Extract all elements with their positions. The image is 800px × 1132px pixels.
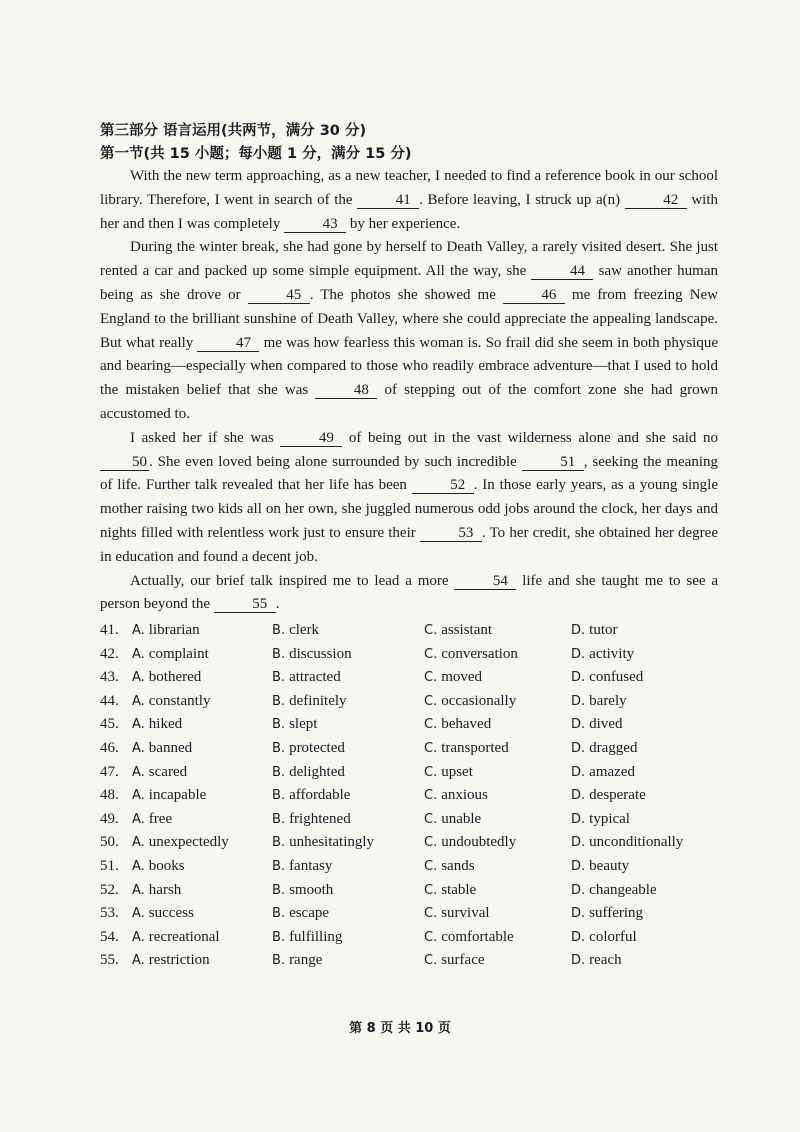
option-letter: B. bbox=[272, 764, 286, 780]
option-letter: C. bbox=[424, 811, 438, 827]
blank-52: 52 bbox=[412, 477, 474, 494]
option-d[interactable] bbox=[571, 902, 643, 926]
option-letter: B. bbox=[272, 858, 286, 874]
option-text: survival bbox=[441, 905, 490, 922]
option-text: fantasy bbox=[289, 857, 333, 874]
option-letter: B. bbox=[272, 740, 286, 756]
option-text: upset bbox=[441, 763, 473, 780]
option-c[interactable] bbox=[424, 690, 516, 714]
paragraph-4: Actually, our brief talk inspired me to lead a more 54 life and she taught me to see a person beyond the 55 . bbox=[100, 572, 718, 613]
option-letter: A. bbox=[132, 670, 145, 686]
option-text: unhesitatingly bbox=[289, 834, 375, 851]
question-number: 41. bbox=[100, 622, 119, 638]
option-text: amazed bbox=[589, 763, 635, 780]
option-letter: C. bbox=[424, 858, 438, 874]
option-letter: D. bbox=[571, 953, 586, 969]
option-letter: A. bbox=[132, 623, 145, 638]
option-text: changeable bbox=[589, 881, 657, 898]
option-letter: C. bbox=[424, 717, 438, 733]
option-letter: D. bbox=[571, 646, 586, 662]
option-c[interactable] bbox=[424, 902, 490, 926]
option-letter: B. bbox=[272, 670, 286, 686]
option-text: slept bbox=[289, 716, 318, 733]
paragraph-3: I asked her if she was 49 of being out in the vast wilderness alone and she said no 50 . She even loved being alone surrounded by such incredible 51 , seeking the meaning of life. Further talk revealed that her life has been 52 . In those early years, as a young single mother raising two kids all on her own, she juggled numerous odd jobs around the clock, her days and nights filled with relentless work just to ensure their 53 . To her credit, she obtained her degree in education and found a decent job. bbox=[100, 429, 719, 565]
option-c[interactable] bbox=[424, 949, 485, 973]
option-letter: C. bbox=[424, 740, 438, 756]
option-row bbox=[100, 926, 740, 950]
blank-47: 47 bbox=[197, 335, 259, 352]
option-letter: B. bbox=[272, 788, 286, 804]
option-b[interactable] bbox=[272, 690, 347, 714]
option-a[interactable] bbox=[132, 902, 194, 926]
option-letter: B. bbox=[272, 623, 286, 638]
question-number: 55. bbox=[100, 952, 119, 969]
option-c[interactable] bbox=[424, 666, 482, 690]
option-a[interactable] bbox=[132, 784, 206, 808]
option-d[interactable] bbox=[571, 784, 646, 808]
option-letter: D. bbox=[571, 717, 586, 733]
blank-48: 48 bbox=[315, 382, 377, 399]
cloze-passage bbox=[100, 165, 718, 617]
blank-54: 54 bbox=[454, 573, 516, 590]
option-letter: C. bbox=[424, 906, 438, 922]
option-letter: D. bbox=[571, 740, 586, 756]
option-c[interactable] bbox=[424, 713, 491, 737]
option-letter: A. bbox=[132, 717, 145, 733]
option-c[interactable] bbox=[424, 761, 473, 785]
blank-50: 50 bbox=[100, 454, 149, 471]
option-row bbox=[100, 902, 740, 926]
option-b[interactable] bbox=[272, 761, 345, 785]
blank-51: 51 bbox=[522, 454, 584, 471]
option-text: colorful bbox=[589, 928, 637, 945]
option-text: unexpectedly bbox=[148, 834, 229, 851]
option-letter: C. bbox=[424, 764, 438, 780]
option-letter: B. bbox=[272, 906, 286, 922]
question-number: 44. bbox=[100, 692, 119, 709]
option-row bbox=[100, 643, 740, 667]
blank-49: 49 bbox=[280, 430, 342, 447]
option-c[interactable] bbox=[424, 926, 514, 950]
option-row bbox=[100, 666, 740, 690]
option-text: transported bbox=[441, 739, 509, 756]
option-row bbox=[100, 713, 740, 737]
option-letter: B. bbox=[272, 693, 286, 709]
question-number: 54. bbox=[100, 928, 119, 945]
option-d[interactable] bbox=[571, 713, 622, 737]
option-text: banned bbox=[148, 739, 193, 756]
option-text: recreational bbox=[148, 928, 220, 945]
option-text: undoubtedly bbox=[441, 834, 517, 851]
option-letter: C. bbox=[424, 670, 438, 686]
option-c[interactable] bbox=[424, 855, 475, 879]
option-letter: D. bbox=[571, 623, 586, 638]
option-d[interactable] bbox=[571, 643, 634, 667]
blank-53: 53 bbox=[420, 525, 482, 542]
option-b[interactable] bbox=[272, 784, 350, 808]
option-d[interactable] bbox=[571, 855, 629, 879]
option-text: books bbox=[148, 857, 185, 874]
blank-45: 45 bbox=[248, 287, 310, 304]
option-text: anxious bbox=[441, 787, 488, 804]
option-text: assistant bbox=[441, 622, 493, 638]
paragraph-1: With the new term approaching, as a new teacher, I needed to find a reference book in our school library. Therefore, I went in search of the 41 . Before leaving, I struck up a(n) 42 with her and then I was completely 43 by her experience. bbox=[100, 168, 718, 232]
question-number: 48. bbox=[100, 787, 119, 804]
option-text: dived bbox=[589, 716, 623, 733]
option-d[interactable] bbox=[571, 879, 657, 903]
option-a[interactable] bbox=[132, 855, 185, 879]
option-letter: D. bbox=[571, 670, 586, 686]
option-b[interactable] bbox=[272, 949, 322, 973]
option-text: frightened bbox=[289, 810, 351, 827]
option-letter: D. bbox=[571, 858, 586, 874]
option-letter: D. bbox=[571, 929, 586, 945]
option-b[interactable] bbox=[272, 831, 374, 855]
option-a[interactable] bbox=[132, 737, 192, 761]
option-letter: A. bbox=[132, 646, 145, 662]
option-letter: A. bbox=[132, 740, 145, 756]
option-text: reach bbox=[589, 952, 622, 969]
option-letter: A. bbox=[132, 929, 145, 945]
option-letter: C. bbox=[424, 646, 438, 662]
blank-44: 44 bbox=[531, 263, 593, 280]
question-number: 42. bbox=[100, 645, 119, 662]
option-b[interactable] bbox=[272, 926, 342, 950]
option-letter: B. bbox=[272, 717, 286, 733]
question-number: 51. bbox=[100, 857, 119, 874]
option-a[interactable] bbox=[132, 643, 209, 667]
option-a[interactable] bbox=[132, 949, 210, 973]
option-letter: B. bbox=[272, 929, 286, 945]
option-letter: B. bbox=[272, 646, 286, 662]
option-c[interactable] bbox=[424, 643, 518, 667]
option-d[interactable] bbox=[571, 761, 635, 785]
option-text: typical bbox=[589, 810, 630, 827]
option-d[interactable] bbox=[571, 666, 643, 690]
option-row bbox=[100, 737, 740, 761]
option-letter: B. bbox=[272, 811, 286, 827]
option-a[interactable] bbox=[132, 879, 181, 903]
option-b[interactable] bbox=[272, 808, 351, 832]
option-a[interactable] bbox=[132, 690, 210, 714]
option-letter: C. bbox=[424, 882, 438, 898]
question-number: 43. bbox=[100, 669, 119, 686]
option-letter: A. bbox=[132, 764, 145, 780]
option-letter: D. bbox=[571, 811, 586, 827]
option-letter: C. bbox=[424, 953, 438, 969]
part-title: 第三部分 语言运用(共两节，满分 30 分) bbox=[100, 123, 367, 139]
option-text: activity bbox=[589, 645, 635, 662]
option-d[interactable] bbox=[571, 831, 683, 855]
option-row bbox=[100, 879, 740, 903]
option-letter: A. bbox=[132, 835, 145, 851]
option-letter: C. bbox=[424, 835, 438, 851]
option-letter: D. bbox=[571, 764, 586, 780]
option-row bbox=[100, 949, 740, 973]
option-text: escape bbox=[289, 905, 330, 922]
option-row bbox=[100, 619, 740, 643]
option-a[interactable] bbox=[132, 761, 187, 785]
option-row bbox=[100, 808, 740, 832]
option-text: complaint bbox=[148, 645, 209, 662]
option-text: discussion bbox=[289, 645, 352, 662]
option-text: behaved bbox=[441, 716, 492, 733]
option-text: incapable bbox=[148, 787, 207, 804]
option-text: bothered bbox=[148, 669, 202, 686]
option-text: harsh bbox=[148, 881, 182, 898]
question-number: 46. bbox=[100, 739, 119, 756]
blank-46: 46 bbox=[503, 287, 565, 304]
option-letter: C. bbox=[424, 788, 438, 804]
option-text: restriction bbox=[148, 952, 210, 969]
question-number: 50. bbox=[100, 834, 119, 851]
option-a[interactable] bbox=[132, 666, 201, 690]
blank-41: 41 bbox=[357, 192, 419, 209]
option-text: free bbox=[148, 810, 173, 827]
blank-43: 43 bbox=[284, 216, 346, 233]
option-row bbox=[100, 761, 740, 785]
option-text: unconditionally bbox=[589, 834, 684, 851]
option-d[interactable] bbox=[571, 737, 637, 761]
option-text: surface bbox=[441, 952, 485, 969]
option-c[interactable] bbox=[424, 737, 509, 761]
option-a[interactable] bbox=[132, 831, 229, 855]
option-d[interactable] bbox=[571, 808, 630, 832]
option-b[interactable] bbox=[272, 643, 352, 667]
option-text: occasionally bbox=[441, 692, 517, 709]
option-letter: A. bbox=[132, 693, 145, 709]
option-letter: A. bbox=[132, 906, 145, 922]
option-d[interactable] bbox=[571, 949, 622, 973]
option-b[interactable] bbox=[272, 737, 345, 761]
blank-42: 42 bbox=[625, 192, 687, 209]
option-d[interactable] bbox=[571, 926, 637, 950]
option-row bbox=[100, 831, 740, 855]
option-a[interactable] bbox=[132, 926, 220, 950]
option-text: hiked bbox=[148, 716, 183, 733]
option-text: tutor bbox=[589, 622, 618, 638]
blank-55: 55 bbox=[214, 596, 276, 613]
option-b[interactable] bbox=[272, 619, 319, 643]
option-text: beauty bbox=[589, 857, 630, 874]
option-letter: A. bbox=[132, 811, 145, 827]
option-c[interactable] bbox=[424, 879, 476, 903]
option-letter: D. bbox=[571, 693, 586, 709]
question-number: 49. bbox=[100, 810, 119, 827]
option-row bbox=[100, 784, 740, 808]
option-letter: D. bbox=[571, 906, 586, 922]
option-letter: C. bbox=[424, 929, 438, 945]
option-letter: D. bbox=[571, 882, 586, 898]
option-c[interactable] bbox=[424, 784, 488, 808]
option-letter: D. bbox=[571, 788, 586, 804]
option-text: confused bbox=[589, 669, 644, 686]
option-letter: D. bbox=[571, 835, 586, 851]
option-c[interactable] bbox=[424, 619, 492, 643]
option-a[interactable] bbox=[132, 713, 182, 737]
option-text: moved bbox=[441, 669, 483, 686]
option-c[interactable] bbox=[424, 831, 516, 855]
option-text: suffering bbox=[589, 905, 644, 922]
option-text: fulfilling bbox=[289, 928, 343, 945]
option-text: comfortable bbox=[441, 928, 514, 945]
option-letter: C. bbox=[424, 693, 438, 709]
option-letter: B. bbox=[272, 953, 286, 969]
option-text: unable bbox=[441, 810, 482, 827]
option-row bbox=[100, 855, 740, 879]
option-letter: A. bbox=[132, 788, 145, 804]
option-d[interactable] bbox=[571, 619, 618, 643]
option-text: constantly bbox=[148, 692, 211, 709]
section-header bbox=[100, 120, 720, 166]
option-c[interactable] bbox=[424, 808, 481, 832]
option-row bbox=[100, 690, 740, 714]
option-text: attracted bbox=[289, 669, 341, 686]
option-text: protected bbox=[289, 739, 345, 756]
option-text: scared bbox=[148, 763, 188, 780]
option-b[interactable] bbox=[272, 879, 333, 903]
question-number: 52. bbox=[100, 881, 119, 898]
option-letter: A. bbox=[132, 953, 145, 969]
option-text: desperate bbox=[589, 787, 646, 804]
option-letter: A. bbox=[132, 882, 145, 898]
question-number: 47. bbox=[100, 763, 119, 780]
page-number: 第 8 页 共 10 页 bbox=[349, 1021, 451, 1036]
option-d[interactable] bbox=[571, 690, 627, 714]
option-text: smooth bbox=[289, 881, 334, 898]
option-b[interactable] bbox=[272, 855, 332, 879]
answer-options bbox=[100, 619, 740, 973]
option-text: sands bbox=[441, 857, 475, 874]
option-letter: B. bbox=[272, 882, 286, 898]
question-number: 45. bbox=[100, 716, 119, 733]
option-b[interactable] bbox=[272, 713, 317, 737]
option-b[interactable] bbox=[272, 902, 329, 926]
option-a[interactable] bbox=[132, 808, 172, 832]
option-text: dragged bbox=[589, 739, 638, 756]
option-text: definitely bbox=[289, 692, 347, 709]
option-text: clerk bbox=[289, 622, 320, 638]
option-text: barely bbox=[589, 692, 627, 709]
option-letter: C. bbox=[424, 623, 438, 638]
option-text: affordable bbox=[289, 787, 351, 804]
option-text: success bbox=[148, 905, 194, 922]
section-title: 第一节(共 15 小题；每小题 1 分，满分 15 分) bbox=[100, 146, 412, 162]
option-text: range bbox=[289, 952, 323, 969]
option-a[interactable] bbox=[132, 619, 200, 643]
option-text: delighted bbox=[289, 763, 345, 780]
option-letter: B. bbox=[272, 835, 286, 851]
option-text: librarian bbox=[148, 622, 200, 638]
option-b[interactable] bbox=[272, 666, 341, 690]
paragraph-2: During the winter break, she had gone by herself to Death Valley, a rarely visited desert. She just rented a car and packed up some simple equipment. All the way, she 44 saw another human being as she drove or 45 . The photos she showed me 46 me from freezing New England to the brilliant sunshine of Death Valley, where she could appreciate the appealing landscape. But what really 47 me was how fearless this woman is. So frail did she seem in both physique and bearing—especially when compared to those who readily embrace adventure—that I used to hold the mistaken belief that she was 48 of stepping out of the comfort zone she had grown accustomed to. bbox=[100, 239, 719, 422]
option-letter: A. bbox=[132, 858, 145, 874]
question-number: 53. bbox=[100, 905, 119, 922]
option-text: stable bbox=[441, 881, 477, 898]
option-text: conversation bbox=[441, 645, 518, 662]
